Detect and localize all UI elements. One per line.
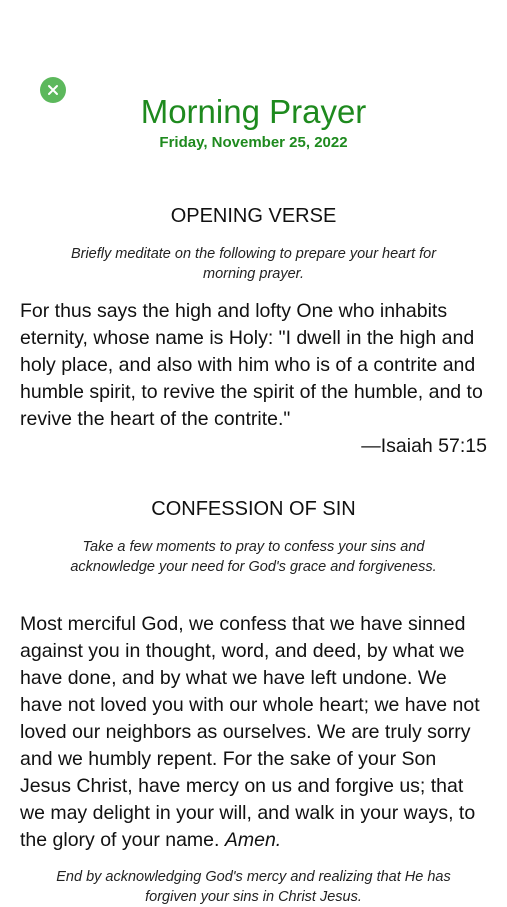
- opening-verse-instruction: Briefly meditate on the following to prepare your heart for morning prayer.: [70, 246, 437, 282]
- confession-prayer-body: Most merciful God, we confess that we have sinned against you in thought, word, and deed, by what we have done, and by what we have left undone. We have not loved you with our whole heart; we have not loved our neighbors as ourselves. We are truly sorry and we humbly repent. For the sake of your Son Jesus Christ, have mercy on us and forgive us; that we may delight in your will, and walk in your ways, to the glory of your name.: [20, 613, 480, 851]
- page-date: Friday, November 25, 2022: [159, 134, 348, 151]
- opening-verse-text: For thus says the high and lofty One who inhabits eternity, whose name is Holy: "I dwell in the high and holy place, and also with him who is of a contrite and humble spirit, to revive the spirit of the humble, and to revive the heart of the contrite.": [20, 300, 483, 430]
- amen-text: Amen.: [224, 829, 282, 851]
- page-title: Morning Prayer: [140, 93, 367, 130]
- confession-heading: CONFESSION OF SIN: [151, 498, 356, 520]
- confession-prayer-text: [20, 611, 490, 854]
- opening-verse-heading: OPENING VERSE: [170, 205, 337, 227]
- confession-instruction: Take a few moments to pray to confess your sins and acknowledge your need for God's grace and forgiveness.: [70, 539, 437, 575]
- scripture-reference: —Isaiah 57:15: [361, 435, 487, 457]
- closing-instruction: End by acknowledging God's mercy and realizing that He has forgiven your sins in Christ Jesus.: [56, 869, 451, 905]
